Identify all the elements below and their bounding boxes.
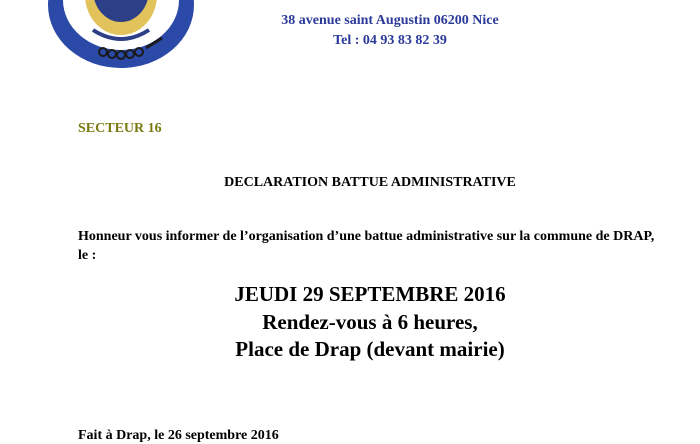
event-date: JEUDI 29 SEPTEMBRE 2016 xyxy=(234,282,506,306)
document-title: DECLARATION BATTUE ADMINISTRATIVE xyxy=(224,175,516,190)
association-logo xyxy=(46,0,196,70)
event-time: Rendez-vous à 6 heures, xyxy=(262,310,478,334)
intro-paragraph: Honneur vous informer de l’organisation d’une battue administrative sur la commune de DRAP, le : xyxy=(78,229,655,263)
event-place: Place de Drap (devant mairie) xyxy=(235,337,505,361)
header-phone: Tel : 04 93 83 82 39 xyxy=(333,33,447,48)
sector-label: SECTEUR 16 xyxy=(78,121,162,136)
header-address: 38 avenue saint Augustin 06200 Nice xyxy=(281,13,499,28)
signature-line: Fait à Drap, le 26 septembre 2016 xyxy=(78,428,279,443)
